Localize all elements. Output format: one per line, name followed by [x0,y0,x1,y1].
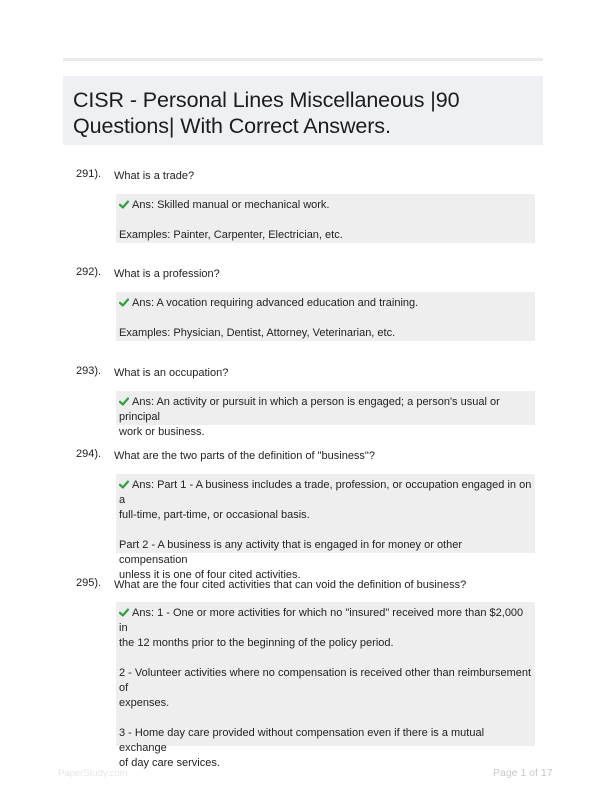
answer-extra-line: Examples: Physician, Dentist, Attorney, Veterinarian, etc. [119,327,396,339]
answer-text: Ans: 1 - One or more activities for which no "insured" received more than $2,000 in [119,607,524,634]
question-text: What is an occupation? [114,367,229,379]
checkmark-icon [119,397,129,406]
checkmark-icon [119,200,129,209]
question-text: What is a profession? [114,268,220,280]
question-text: What is a trade? [114,170,195,182]
answer-line: full-time, part-time, or occasional basis. [119,509,310,521]
answer-box [116,474,535,581]
answer-line [119,478,532,508]
answer-line: work or business. [119,426,205,438]
checkmark-icon [119,608,129,617]
answer-text: Ans: A vocation requiring advanced education and training. [132,297,419,309]
footer-watermark: PaperStudy.com [58,768,128,779]
answer-box [116,391,535,438]
answer-extra-line: Part 2 - A business is any activity that is engaged in for money or other compensation [119,539,463,566]
question-number: 293). [76,365,102,377]
checkmark-icon [119,480,129,489]
answer-extra-line: expenses. [119,697,170,709]
answer-line: the 12 months prior to the beginning of the policy period. [119,637,394,649]
answer-text: Ans: Skilled manual or mechanical work. [132,199,330,211]
top-divider [63,58,543,61]
answer-extra-line: 2 - Volunteer activities where no compensation is received other than reimbursement of [119,667,532,694]
answer-line [119,395,532,425]
answer-line [119,198,532,213]
question-number: 292). [76,266,102,278]
page-indicator: Page 1 of 17 [493,767,553,779]
answer-text: Ans: Part 1 - A business includes a trade, profession, or occupation engaged in on a [119,479,532,506]
checkmark-icon [119,298,129,307]
answer-box [116,292,535,341]
answer-box [116,602,535,769]
answer-box [116,194,535,243]
document-title-box [63,76,543,145]
question-text: What are the four cited activities that can void the definition of business? [114,579,467,591]
answer-extra-line: unless it is one of four cited activities. [119,569,301,581]
answer-line [119,296,532,311]
question-number: 295). [76,577,102,589]
question-text: What are the two parts of the definition of "business"? [114,450,375,462]
document-title-line-1: CISR - Personal Lines Miscellaneous |90 [73,88,460,112]
answer-extra-line: Examples: Painter, Carpenter, Electrician, etc. [119,229,343,241]
question-number: 294). [76,448,102,460]
answer-extra-line: 3 - Home day care provided without compensation even if there is a mutual exchange [119,727,485,754]
answer-extra-line: of day care services. [119,757,220,769]
document-title-line-2: Questions| With Correct Answers. [73,114,391,138]
question-number: 291). [76,168,102,180]
answer-text: Ans: An activity or pursuit in which a person is engaged; a person's usual or principal [119,396,500,423]
answer-line [119,606,532,636]
